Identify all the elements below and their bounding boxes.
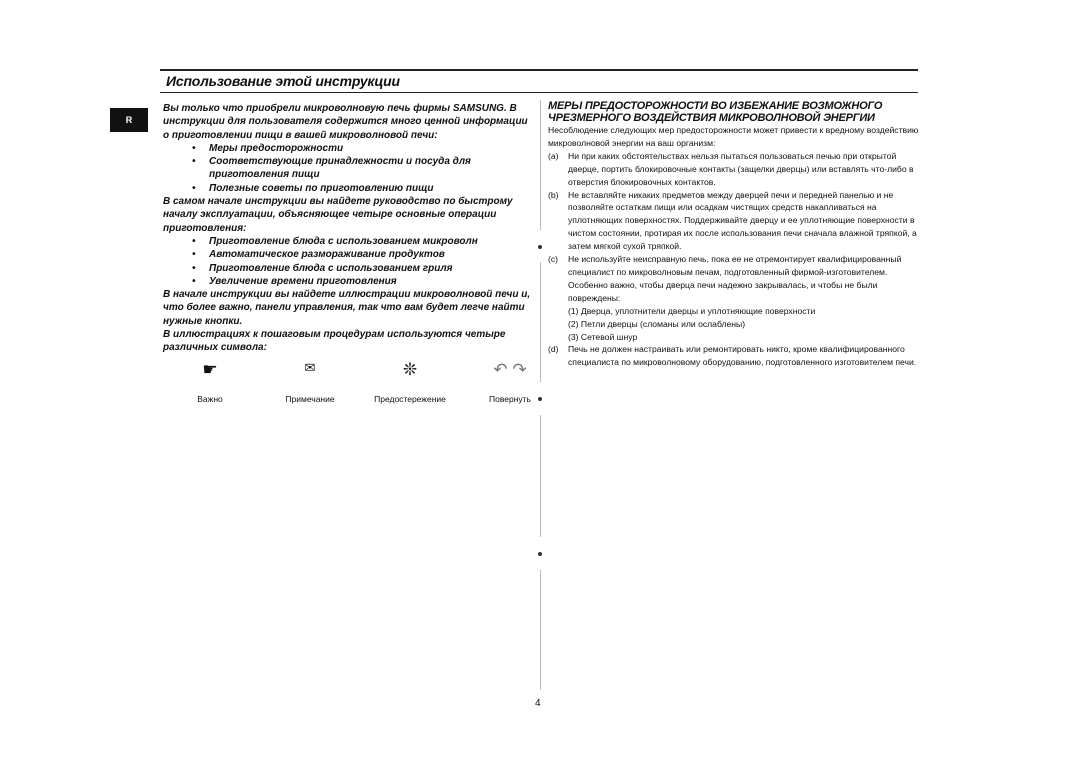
- symbol-label: Примечание: [285, 394, 335, 404]
- sub-item: (3) Сетевой шнур: [568, 331, 638, 342]
- divider-dot: [538, 552, 542, 556]
- precaution-item: [548, 150, 920, 189]
- list-item: • Приготовление блюда с использованием гриля: [209, 262, 535, 275]
- precaution-item: [548, 253, 920, 343]
- pointing-hand-icon: ☛: [202, 360, 218, 379]
- section-heading: МЕРЫ ПРЕДОСТОРОЖНОСТИ ВО ИЗБЕЖАНИЕ ВОЗМОЖНОГО ЧРЕЗМЕРНОГО ВОЗДЕЙСТВИЯ МИКРОВОЛНОВОЙ ЭНЕРГИИ: [548, 100, 883, 124]
- list-item: • Увеличение времени приготовления: [209, 275, 535, 288]
- intro-paragraph: Вы только что приобрели микроволновую печь фирмы SAMSUNG. В инструкции для пользователя содержится много ценной информации о приготовлении пищи в вашей микроволновой печи:: [163, 103, 528, 141]
- list-item: • Приготовление блюда с использованием микроволн: [209, 235, 535, 248]
- section-intro: Несоблюдение следующих мер предосторожности может привести к вредному воздействию микроволновой энергии на ваш организм:: [548, 125, 919, 148]
- symbols-paragraph: В иллюстрациях к пошаговым процедурам используются четыре различных символа:: [163, 329, 506, 354]
- column-divider: [540, 570, 541, 690]
- precaution-item: [548, 189, 920, 254]
- operations-list: [163, 235, 535, 288]
- page-title: Использование этой инструкции: [166, 73, 400, 89]
- symbol-label: Повернуть: [489, 394, 531, 404]
- symbol-label: Предостережение: [374, 394, 446, 404]
- turn-arrows-icon: ↶ ↷: [493, 360, 527, 379]
- language-tab: R: [110, 108, 148, 132]
- column-divider: [540, 262, 541, 382]
- list-item: • Полезные советы по приготовлению пищи: [209, 182, 535, 195]
- list-item: • Соответствующие принадлежности и посуда для приготовления пищи: [209, 155, 535, 182]
- divider-dot: [538, 245, 542, 249]
- item-text: Печь не должен настраивать или ремонтировать никто, кроме квалифицированного специалиста по микроволновому оборудованию, подготовленного изготовителем печи.: [568, 344, 917, 368]
- list-item: • Автоматическое размораживание продуктов: [209, 248, 535, 261]
- item-key: (d): [548, 344, 559, 355]
- precaution-item: [548, 343, 920, 369]
- item-text: Не используйте неисправную печь, пока ее не отремонтирует квалифицированный специалист по микроволновым печам, подготовленный фирмой-изготовителем. Особенно важно, чтобы дверца печи надежно закрывалась, и чтобы не были повреждены:: [568, 254, 902, 303]
- item-key: (c): [548, 254, 559, 265]
- top-rule: [160, 69, 918, 71]
- column-divider: [540, 100, 541, 230]
- column-divider: [540, 415, 541, 537]
- list-item: • Меры предосторожности: [209, 142, 535, 155]
- sub-item: (2) Петли дверцы (сломаны или ослаблены): [568, 318, 746, 329]
- item-key: (a): [548, 150, 559, 161]
- symbol-label: Важно: [197, 394, 223, 404]
- title-underline: [160, 92, 918, 93]
- page-number: 4: [535, 698, 541, 709]
- right-column: [548, 100, 920, 369]
- item-key: (b): [548, 189, 559, 200]
- item-text: Ни при каких обстоятельствах нельзя пытаться пользоваться печью при открытой дверце, портить блокировочные контакты (защелки дверцы) или вставлять что-либо в отверстия блокировочных контактов.: [568, 150, 914, 187]
- illustrations-paragraph: В начале инструкции вы найдете иллюстрации микроволновой печи и, что более важно, панели управления, так что вам будет легче найти нужные кнопки.: [163, 289, 531, 327]
- caution-icon: ❊: [402, 360, 418, 379]
- left-column: [163, 102, 535, 355]
- sub-item: (1) Дверца, уплотнители дверцы и уплотняющие поверхности: [568, 305, 816, 316]
- quick-start-paragraph: В самом начале инструкции вы найдете руководство по быстрому началу эксплуатации, объясняющее четыре основные операции приготовления:: [163, 196, 513, 234]
- item-text: Не вставляйте никаких предметов между дверцей печи и передней панелью и не позволяйте остаткам пищи или осадкам чистящих средств накапливаться на уплотняющих поверхностях. Поддерживайте дверцу и ее уплотняющие поверхности в чистом состоянии, протирая их после использования печи сначала влажной тряпкой, а затем мягкой сухой тряпкой.: [568, 189, 917, 252]
- divider-dot: [538, 397, 542, 401]
- note-icon: ✉: [304, 360, 316, 375]
- contents-list: [163, 142, 535, 195]
